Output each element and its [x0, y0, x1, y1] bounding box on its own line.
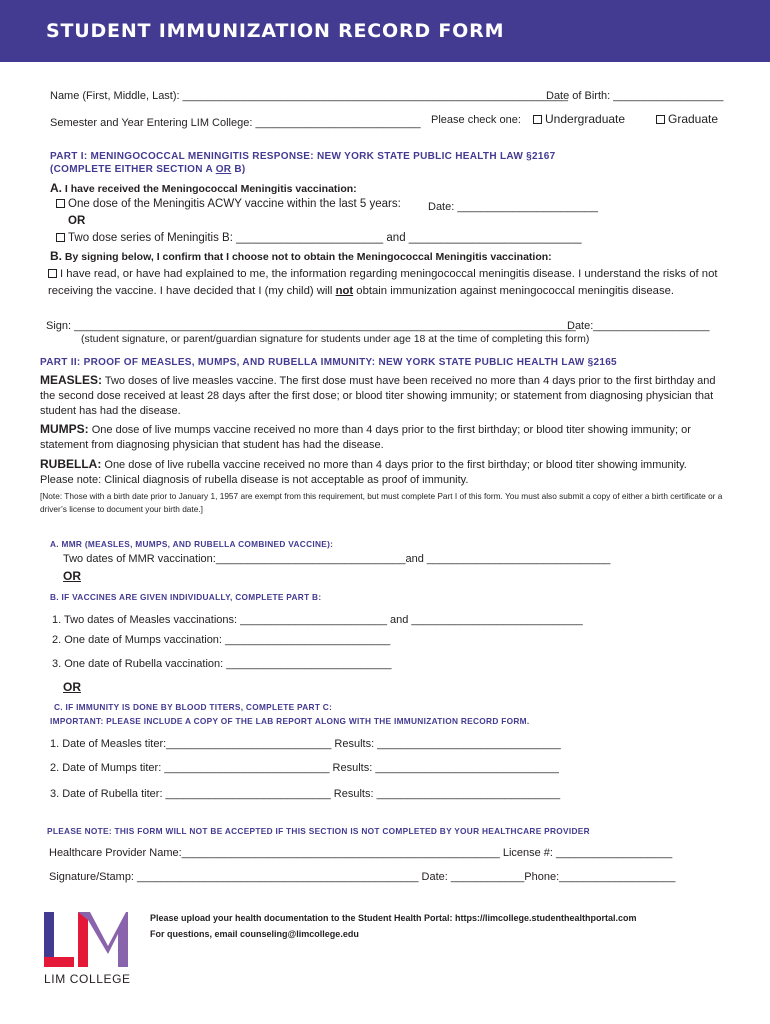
part2-title: PART II: PROOF OF MEASLES, MUMPS, AND RUBELLA IMMUNITY: NEW YORK STATE PUBLIC HEALTH LAW §2165: [40, 357, 617, 368]
provider-name-field[interactable]: Healthcare Provider Name:____________________________________________________ License #: ___________________: [49, 847, 673, 859]
signature-note: (student signature, or parent/guardian signature for students under age 18 at the time of completing this form): [81, 333, 590, 345]
part-a-title: A. MMR (MEASLES, MUMPS, AND RUBELLA COMBINED VACCINE):: [50, 539, 334, 549]
section-b-heading: B. By signing below, I confirm that I choose not to obtain the Meningococcal Meningitis vaccination:: [50, 249, 552, 263]
signature-field[interactable]: Sign: __________________________________________________________________________________: [46, 320, 576, 332]
provider-notice: PLEASE NOTE: THIS FORM WILL NOT BE ACCEPTED IF THIS SECTION IS NOT COMPLETED BY YOUR HEALTHCARE PROVIDER: [47, 826, 590, 836]
measles-requirement: MEASLES: Two doses of live measles vaccine. The first dose must have been received no more than 4 days prior to the first birthday and the second dose received at least 28 days after the first dose; or blood titer showing immunity; or statement from diagnosing physician that student has had the disease.: [40, 373, 716, 417]
declaration-text: I have read, or have had explained to me, the information regarding meningococcal meningitis disease. I understand the risks of not receiving the vaccine. I have decided that I (my child) will not obtain immunization against meningococcal meningitis disease.: [48, 268, 718, 297]
rubella-date-field[interactable]: 3. One date of Rubella vaccination: ___________________________: [52, 658, 392, 670]
decline-checkbox[interactable]: [48, 269, 57, 278]
undergraduate-checkbox[interactable]: [533, 115, 542, 124]
acwy-checkbox[interactable]: [56, 199, 65, 208]
upload-instructions: Please upload your health documentation to the Student Health Portal: https://limcollege.studenthealthportal.com: [150, 913, 637, 923]
mumps-date-field[interactable]: 2. One date of Mumps vaccination: ___________________________: [52, 634, 391, 646]
mumps-requirement: MUMPS: One dose of live mumps vaccine received no more than 4 days prior to the first birthday; or blood titer showing immunity; or statement from diagnosing physician that student has had the disease.: [40, 422, 691, 451]
part1-title: PART I: MENINGOCOCCAL MENINGITIS RESPONSE: NEW YORK STATE PUBLIC HEALTH LAW §2167: [50, 151, 556, 162]
contact-email: For questions, email counseling@limcollege.edu: [150, 929, 359, 939]
check-label: Please check one:: [431, 114, 521, 126]
rubella-titer-field[interactable]: 3. Date of Rubella titer: ___________________________ Results: ______________________________: [50, 788, 561, 800]
graduate-option[interactable]: [656, 112, 718, 126]
or-label-a: OR: [63, 569, 81, 583]
page-title: STUDENT IMMUNIZATION RECORD FORM: [46, 20, 505, 42]
acwy-date-field[interactable]: Date: _______________________: [428, 201, 599, 213]
dob-field[interactable]: Date of Birth: __________________: [546, 90, 724, 102]
graduate-checkbox[interactable]: [656, 115, 665, 124]
provider-signature-field[interactable]: Signature/Stamp: ______________________________________________ Date: ____________Phone:___________________: [49, 871, 676, 883]
men-b-checkbox[interactable]: [56, 233, 65, 242]
measles-dates-field[interactable]: 1. Two dates of Measles vaccinations: ________________________ and ____________________________: [52, 614, 583, 626]
subtitle-or: OR: [215, 164, 232, 175]
semester-field[interactable]: Semester and Year Entering LIM College: ___________________________: [50, 117, 421, 129]
graduate-label: Graduate: [668, 112, 719, 126]
part1-subtitle: (COMPLETE EITHER SECTION A OR B): [50, 164, 246, 175]
section-a-heading: A. I have received the Meningococcal Meningitis vaccination:: [50, 181, 357, 195]
college-name: LIM COLLEGE: [44, 972, 131, 986]
undergraduate-option[interactable]: [533, 112, 625, 126]
exemption-note: [Note: Those with a birth date prior to January 1, 1957 are exempt from this requirement, but must complete Part I of this form. You must also submit a copy of either a birth certificate or a driver’s license to document your birth date.]: [40, 491, 723, 514]
rubella-requirement: RUBELLA: One dose of live rubella vaccine received no more than 4 days prior to the first birthday; or blood titer showing immunity. Please note: Clinical diagnosis of rubella disease is not acceptable as proof of immunity.: [40, 457, 687, 486]
mmr-dates-field[interactable]: Two dates of MMR vaccination:_______________________________and ______________________________: [63, 553, 611, 565]
meningitis-acwy-option[interactable]: One dose of the Meningitis ACWY vaccine within the last 5 years:: [56, 198, 401, 210]
logo-bar-i: [78, 912, 88, 967]
mumps-titer-field[interactable]: 2. Date of Mumps titer: ___________________________ Results: ______________________________: [50, 762, 559, 774]
part-c-title: C. IF IMMUNITY IS DONE BY BLOOD TITERS, COMPLETE PART C:: [54, 702, 333, 712]
measles-titer-field[interactable]: 1. Date of Measles titer:___________________________ Results: ______________________________: [50, 738, 561, 750]
part-b-title: B. IF VACCINES ARE GIVEN INDIVIDUALLY, COMPLETE PART B:: [50, 592, 322, 602]
name-field[interactable]: Name (First, Middle, Last): _______________________________________________________________: [50, 90, 569, 102]
signature-date-field[interactable]: Date:___________________: [567, 320, 710, 332]
or-label: OR: [68, 215, 86, 227]
lim-logo: [44, 912, 134, 968]
meningitis-b-option[interactable]: Two dose series of Meningitis B: _______________________ and ___________________________: [56, 232, 581, 244]
undergraduate-label: Undergraduate: [545, 112, 626, 126]
or-label-b: OR: [63, 680, 81, 694]
part-c-important: IMPORTANT: PLEASE INCLUDE A COPY OF THE LAB REPORT ALONG WITH THE IMMUNIZATION RECORD FORM.: [50, 716, 530, 726]
logo-bar-l-base: [44, 957, 74, 967]
